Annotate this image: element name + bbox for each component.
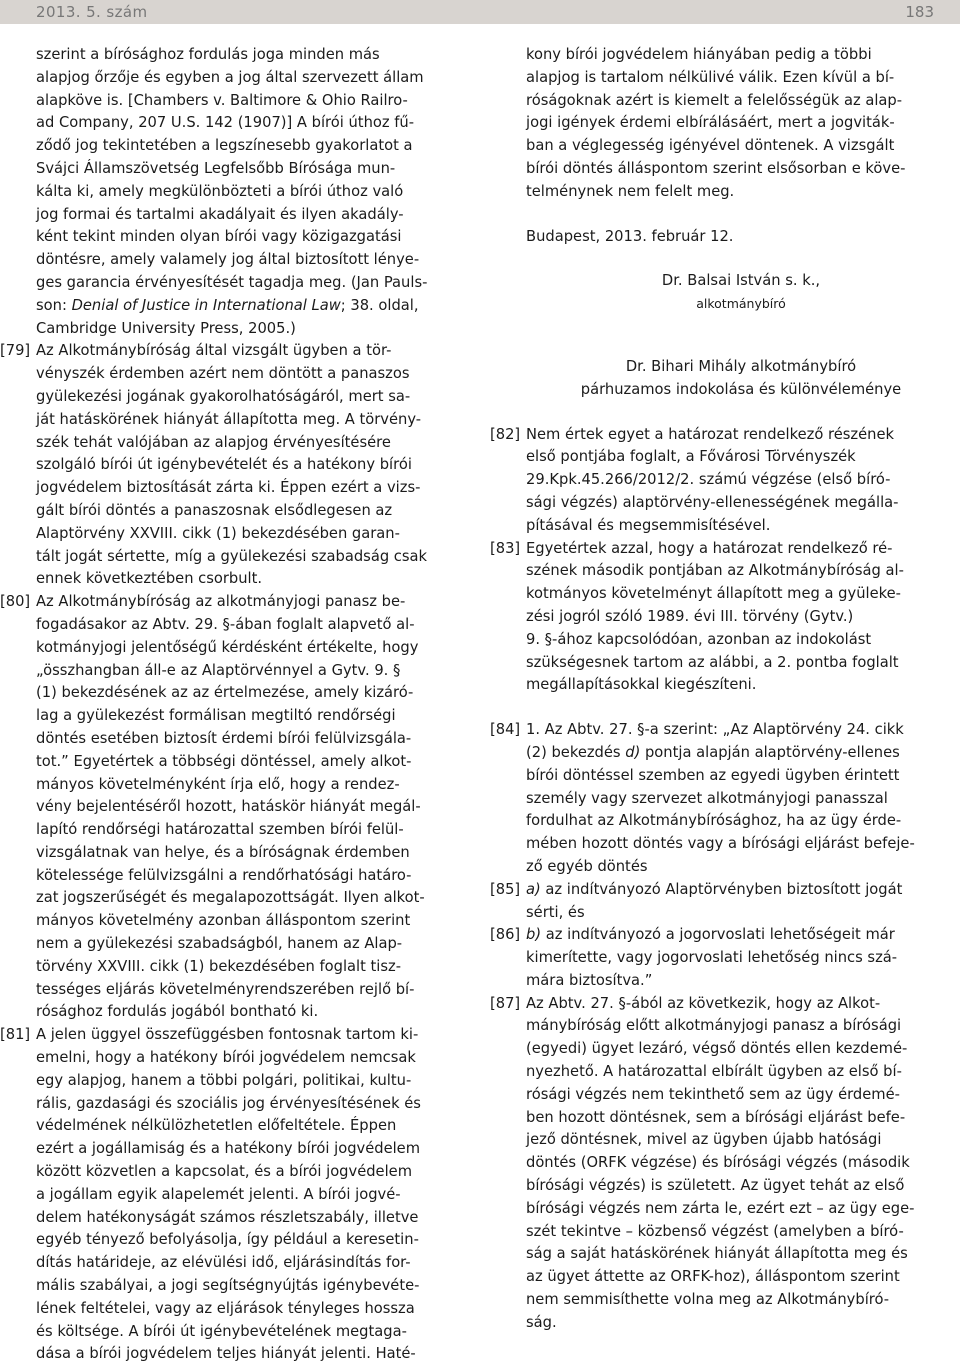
signatory-name: Dr. Balsai István (661, 272, 781, 290)
paragraph-82 (490, 424, 956, 538)
paragraph-84 (490, 719, 956, 879)
judge-role: alkotmánybíró (746, 357, 857, 375)
text-line (526, 924, 956, 947)
text-line: szét tekintve – közbenső végzést (amelyben a bíró- (526, 1222, 904, 1240)
point-label: a) (526, 880, 541, 898)
text-line: sérti, és (526, 903, 585, 921)
text-line: mányos követelmény azonban álláspontom szerint (36, 912, 411, 930)
signature-block-1 (526, 270, 956, 293)
text-line: ad Company, 207 U.S. 142 (1907)] A bírói úthoz fű- (36, 114, 415, 132)
text-line: Nem értek egyet a határozat rendelkező részének (526, 425, 895, 443)
text-span: az indítványozó Alaptörvényben biztosított jogát (540, 880, 903, 898)
right-column (490, 44, 956, 1335)
text-line: döntésre, amely valamely jog által biztosított lénye- (36, 251, 420, 269)
text-line: vényszék érdemben azért nem döntött a panaszos (36, 365, 410, 383)
text-line: tált jogát sértette, míg a gyülekezési szabadság csak (36, 547, 428, 565)
text-line: (egyedi) ügyet lezáró, végső döntés ellen kezdemé- (526, 1040, 908, 1058)
citation-line (36, 295, 470, 318)
continuation-paragraph (36, 44, 470, 340)
text-line: kony bírói jogvédelem hiányában pedig a többi (526, 46, 872, 63)
text-span: az indítványozó a jogorvoslati lehetőségeit már (541, 926, 895, 944)
text-line: és költsége. A bírói út igénybevételének megtaga- (36, 1322, 407, 1340)
text-line: ben hozott döntésnek, sem a bírósági eljárást befe- (526, 1108, 906, 1126)
text-line: sági végzés) alaptörvény-ellenességének megálla- (526, 493, 899, 511)
paragraph-79 (0, 340, 470, 591)
text-line: szolgáló bírói út igénybevételét és a hatékony bírói (36, 456, 412, 474)
text-line: Egyetértek azzal, hogy a határozat rendelkező ré- (526, 539, 893, 557)
text-line: (1) bekezdésének az az értelmezése, amely kizáró- (36, 684, 414, 702)
text-span: (2) bekezdés (526, 743, 626, 761)
paragraph-number: [85] (490, 880, 521, 898)
text-line (526, 879, 956, 902)
text-line: alapjog is tartalom nélkülivé válik. Ezen kívül a bí- (526, 68, 895, 86)
page-number: 183 (905, 3, 934, 21)
text-line: ját hatáskörének hiányát állapította meg. A törvény- (36, 410, 422, 428)
text-line: ges garancia érvényesítését tagadja meg. (Jan Pauls- (36, 273, 428, 291)
text-line: telménynek nem felelt meg. (526, 182, 735, 200)
text-line: az ügyet áttette az ORFK-hoz), álláspontom szerint (526, 1268, 900, 1286)
opinion-heading (526, 356, 956, 379)
text-line: Az Alkotmánybíróság által vizsgált ügyben a tör- (36, 342, 392, 360)
text-line: lag a gyülekezést formálisan megtiltó rendőrségi (36, 707, 396, 725)
text-line: bírói döntés álláspontom szerint elsősorban e köve- (526, 159, 906, 177)
text-line: nem a gyülekezési szabadságból, hanem az Alap- (36, 935, 403, 953)
spacer (526, 204, 956, 226)
text-line: mánybíróság előtt alkotmányjogi panasz a bírósági (526, 1017, 902, 1035)
text-line: Svájci Államszövetség Legfelsőbb Bírósága mun- (36, 159, 396, 177)
spacer (526, 402, 956, 424)
paragraph-85 (490, 879, 956, 925)
citation-title: Denial of Justice in International Law (71, 296, 341, 314)
text-line: ban a véglegesség igényével döntenek. A vizsgált (526, 137, 895, 155)
text-line: ezért a jogállamiság és a hatékony bírói jogvédelem (36, 1140, 421, 1158)
text-line: tot.” Egyetértek a többségi döntéssel, amely alkot- (36, 752, 412, 770)
judge-name: Dr. Bihari Mihály (625, 357, 747, 375)
text-line: A jelen üggyel összefüggésben fontosnak tartom ki- (36, 1026, 419, 1044)
text-line: ság a saját hatáskörének hiányát állapította meg és (526, 1245, 908, 1263)
paragraph-number: [82] (490, 425, 521, 443)
text-line: vény bejelentéséről hozott, hatáskör hiányát megál- (36, 798, 421, 816)
text-line: megállapításokkal kiegészíteni. (526, 676, 757, 694)
paragraph-number: [83] (490, 539, 521, 557)
text-line: Az Alkotmánybíróság az alkotmányjogi panasz be- (36, 593, 406, 611)
paragraph-number: [80] (0, 593, 31, 611)
text-line: ződő jog tekintetében a legszínesebb gyakorlatot a (36, 137, 413, 155)
text-line: nem semmisíthette volna meg az Alkotmánybíró- (526, 1291, 890, 1309)
text-line: személy vagy szervezet alkotmányjogi panasszal (526, 789, 888, 807)
text-line: mális szabályai, a jogi segítségnyújtás igénybevéte- (36, 1277, 420, 1295)
text-line: ző egyéb döntés (526, 857, 648, 875)
spacer (526, 248, 956, 270)
text-line: zési jogról szóló 1989. évi III. törvény (Gytv.) (526, 607, 854, 625)
text-line: vizsgálatnak van helye, és a bíróságnak érdemben (36, 843, 410, 861)
text-line: rósághoz fordulás jogából bontható ki. (36, 1003, 319, 1021)
text-line: Cambridge University Press, 2005.) (36, 319, 296, 337)
text-line: szükségesnek tartom az alábbi, a 2. pontba foglalt (526, 653, 899, 671)
text-line: jező döntésnek, mivel az ügyben újabb hatósági (526, 1131, 882, 1149)
text-line: döntés esetében biztosít érdemi bírói felülvizsgála- (36, 729, 412, 747)
paragraph-number: [86] (490, 926, 521, 944)
paragraph-number: [87] (490, 994, 521, 1012)
text-line: ság. (526, 1313, 557, 1331)
paragraph-number: [84] (490, 721, 521, 739)
signature-suffix: s. k., (780, 272, 821, 290)
text-line (526, 742, 956, 765)
text-line: jogvédelem biztosítását zárta ki. Éppen ezért a vizs- (36, 479, 421, 497)
text-line: emelni, hogy a hatékony bírói jogvédelem nemcsak (36, 1049, 416, 1067)
paragraph-81 (0, 1024, 470, 1366)
text-line: első pontjába foglalt, a Fővárosi Törvényszék (526, 448, 856, 466)
paragraph-number: [79] (0, 342, 31, 360)
text-line: tességes eljárás követelményrendszerében rejlő bí- (36, 980, 415, 998)
text-line: kálta ki, amely megkülönbözteti a bírói úthoz való (36, 182, 404, 200)
opinion-subtitle: párhuzamos indokolása és különvéleménye (580, 380, 902, 398)
text-line: Alaptörvény XXVIII. cikk (1) bekezdésében garan- (36, 524, 400, 542)
text-line: alapköve is. [Chambers v. Baltimore & Ohio Railro- (36, 91, 408, 109)
point-label: b) (526, 926, 542, 944)
text-line: dása a bírói jogvédelem teljes hiányát jelenti. Haté- (36, 1345, 416, 1363)
text-line: lapító rendőrségi határozattal szemben bírói felül- (36, 821, 404, 839)
text-line: egyéb tényező befolyásolja, így például a keresetin- (36, 1231, 419, 1249)
text-line: alapjog őrzője és egyben a jog által szervezett állam (36, 68, 424, 86)
text-line: dítás határideje, az elévülési idő, eljárásindítás for- (36, 1254, 411, 1272)
left-column (0, 44, 470, 1366)
text-line: szerint a bírósághoz fordulás joga minden más (36, 46, 380, 63)
point-label: d) (625, 743, 641, 761)
text-line: kotmányjogi jelentőségű kérdésként értékelte, hogy (36, 638, 419, 656)
text-line: a jogállam egyik alapelemét jelenti. A bírói jogvé- (36, 1185, 401, 1203)
text-line: 29.Kpk.45.266/2012/2. számú végzése (első bíró- (526, 471, 891, 489)
text-line: törvény XXVIII. cikk (1) bekezdésében foglalt tisz- (36, 957, 402, 975)
text-line: védelmének nélkülözhetetlen előfeltétele. Éppen (36, 1117, 397, 1135)
text-line: bírói döntéssel szemben az egyedi ügyben érintett (526, 766, 900, 784)
text-line: kotmányos követelményt állapított meg a gyüleke- (526, 585, 901, 603)
text-line: 9. §-ához kapcsolódóan, azonban az indokolást (526, 630, 872, 648)
text-line: kimerítette, vagy jogorvoslati lehetőség nincs szá- (526, 949, 898, 967)
text-line: „összhangban áll-e az Alaptörvénnyel a Gytv. 9. § (36, 661, 401, 679)
text-line: Az Abtv. 27. §-ából az következik, hogy az Alkot- (526, 994, 881, 1012)
text-line: rósági végzés nem tekinthető sem az ügy érdemé- (526, 1085, 900, 1103)
paragraph-87 (490, 993, 956, 1335)
text-line: bírósági végzés nem zárta le, ezért ezt – az ügy ege- (526, 1199, 915, 1217)
paragraph-83 (490, 538, 956, 698)
text-line: egy alapjog, hanem a többi polgári, politikai, kultu- (36, 1071, 412, 1089)
text-line: jogi igények érdemi elbírálásáért, mert a jogviták- (526, 114, 895, 132)
text-line: mében hozott döntés vagy a bírósági eljárást befeje- (526, 835, 915, 853)
spacer (526, 316, 956, 356)
text-line: gyülekezési jogának gyakorolhatóságáról, mert sa- (36, 387, 411, 405)
text-line: gált bírói döntés a panaszosnak elsődlegesen az (36, 501, 393, 519)
paragraph-number: [81] (0, 1026, 31, 1044)
text-line: róságoknak azért is kiemelt a felelősségük az alap- (526, 91, 903, 109)
text-line: között közvetlen a kapcsolat, és a bírói jogvédelem (36, 1163, 413, 1181)
text-line: lének feltételei, vagy az eljárások tényleges hossza (36, 1299, 415, 1317)
text-line: fogadásakor az Abtv. 29. §-ában foglalt alapvető al- (36, 615, 415, 633)
text-line: 1. Az Abtv. 27. §-a szerint: „Az Alaptörvény 24. cikk (526, 721, 904, 739)
citation-prefix: son: (36, 296, 72, 314)
text-line: döntés (ORFK végzése) és bírósági végzés (második (526, 1154, 910, 1172)
text-line: pításával és megsemmisítésével. (526, 516, 771, 534)
text-line: kötelessége felülvizsgálni a rendőrhatósági határo- (36, 866, 412, 884)
citation-suffix: ; 38. oldal, (340, 296, 419, 314)
signatory-role: alkotmánybíró (696, 296, 786, 312)
spacer (526, 697, 956, 719)
text-span: pontja alapján alaptörvény-ellenes (640, 743, 900, 761)
place-and-date: Budapest, 2013. február 12. (526, 227, 734, 245)
paragraph-86 (490, 924, 956, 992)
text-line: fordulhat az Alkotmánybírósághoz, ha az ügy érde- (526, 812, 902, 830)
text-line: ennek következtében csorbult. (36, 570, 263, 588)
text-line: ként tekint minden olyan bírói vagy közigazgatási (36, 228, 402, 246)
text-line: bírósági végzés) is született. Az ügyet tehát az első (526, 1177, 905, 1195)
text-line: mányos követelményként írja elő, hogy a rendez- (36, 775, 400, 793)
text-line: zat jogszerűségét és megalapozottságát. Ilyen alkot- (36, 889, 425, 907)
text-line: delem hatékonyságát számos részletszabály, illetve (36, 1208, 419, 1226)
text-line: nyezhető. A határozattal elbírált ügyben az első bí- (526, 1063, 902, 1081)
text-line: jog formai és tartalmi akadályait és ilyen akadály- (36, 205, 404, 223)
issue-label: 2013. 5. szám (36, 3, 148, 21)
text-line: szének második pontjában az Alkotmánybíróság al- (526, 562, 904, 580)
text-line: mára biztosítva.” (526, 971, 653, 989)
paragraph-80 (0, 591, 470, 1024)
text-line: szék tehát valójában az alapjog érvényesítésére (36, 433, 391, 451)
continuation-paragraph (526, 44, 956, 204)
text-line: rális, gazdasági és szociális jog érvényesítésének és (36, 1094, 421, 1112)
